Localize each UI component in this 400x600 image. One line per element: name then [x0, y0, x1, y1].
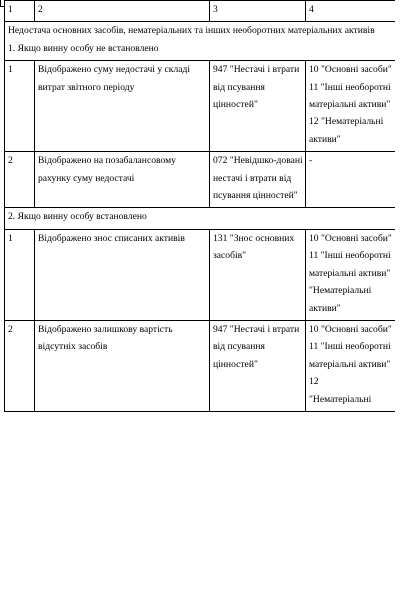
row-number: 2: [5, 320, 35, 411]
credit-line: 10 "Основні засоби": [309, 323, 392, 335]
row-number: 1: [5, 229, 35, 320]
accounting-table: [4, 0, 395, 412]
credit-line: 11 "Інші необоротні матеріальні активи": [309, 81, 391, 111]
row-description: Відображено знос списаних активів: [35, 229, 210, 320]
row-credit-accounts: [306, 229, 396, 320]
table-row: [5, 320, 396, 411]
section-title: Недостача основних засобів, нематеріальних та інших необоротних матеріальних активів: [8, 25, 375, 37]
table-row: [5, 229, 396, 320]
document-page: [4, 0, 395, 600]
table-row: [5, 152, 396, 208]
subsection-2-title: 2. Якщо винну особу встановлено: [5, 208, 396, 229]
row-debit-account: 072 "Невідшко-довані нестачі і втрати від псування цінностей": [210, 152, 306, 208]
section-title-row: [5, 22, 396, 61]
row-description: Відображено суму недостачі у складі витрат звітного періоду: [35, 61, 210, 152]
row-description: Відображено залишкову вартість відсутніх засобів: [35, 320, 210, 411]
credit-line: 12 "Нематеріальні активи": [309, 116, 384, 145]
credit-line: 11 "Інші необоротні матеріальні активи": [309, 341, 391, 370]
credit-line: "Нематеріальні: [309, 393, 372, 405]
table-row: [5, 61, 396, 152]
subsection-row: [5, 208, 396, 229]
row-debit-account: 947 "Нестачі і втрати від псування цінностей": [210, 61, 306, 152]
credit-line: 10 "Основні засоби": [309, 232, 392, 244]
subsection-1-title: 1. Якщо винну особу не встановлено: [8, 42, 159, 54]
credit-line: 11 "Інші необоротні матеріальні активи": [309, 250, 391, 279]
row-debit-account: 131 "Знос основних засобів": [210, 229, 306, 320]
row-credit-accounts: [306, 320, 396, 411]
row-number: 1: [5, 61, 35, 152]
credit-line: "Нематеріальні активи": [309, 285, 372, 314]
header-col-4: 4: [306, 1, 396, 22]
header-col-2: 2: [35, 1, 210, 22]
credit-line: 10 "Основні засоби": [309, 64, 392, 76]
row-number: 2: [5, 152, 35, 208]
header-col-3: 3: [210, 1, 306, 22]
row-debit-account: 947 "Нестачі і втрати від псування цінностей": [210, 320, 306, 411]
header-col-1: 1: [5, 1, 35, 22]
row-credit-accounts: [306, 152, 396, 208]
row-description: Відображено на позабалансовому рахунку суму недостачі: [35, 152, 210, 208]
header-row: [5, 1, 396, 22]
row-credit-accounts: [306, 61, 396, 152]
credit-line: -: [309, 155, 313, 167]
credit-line: 12: [309, 376, 319, 388]
